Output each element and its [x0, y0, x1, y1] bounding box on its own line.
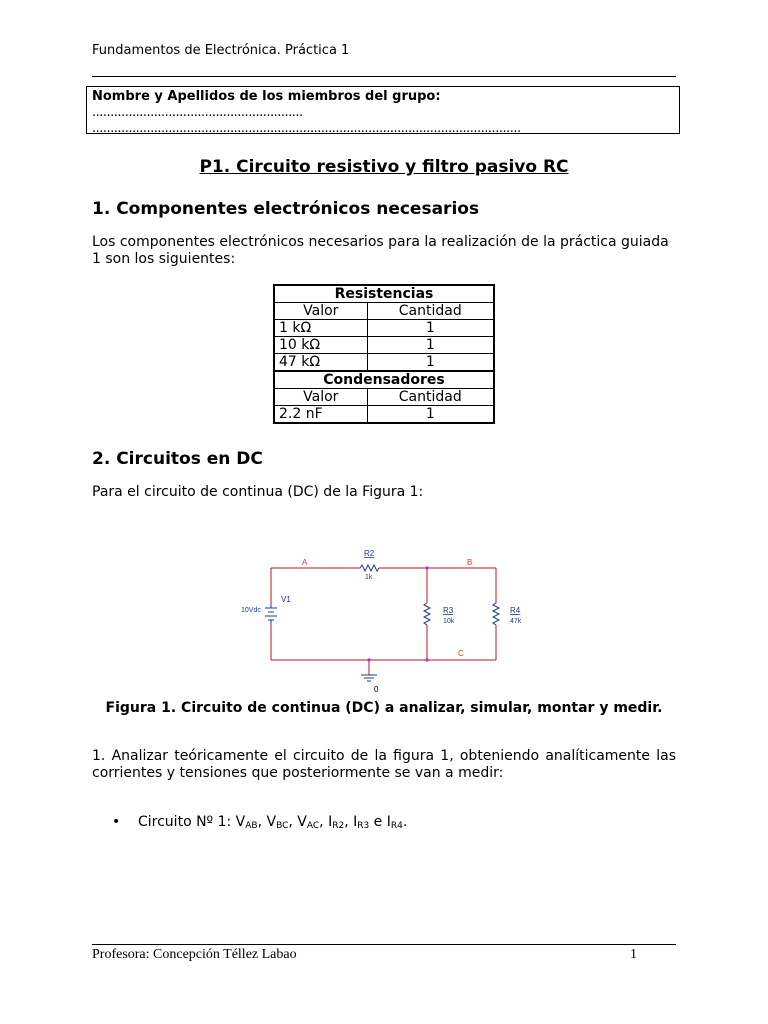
ground-label: 0: [374, 685, 379, 694]
section-1-intro: Los componentes electrónicos necesarios para la realización de la práctica guiada 1 son los siguientes:: [92, 234, 669, 267]
junction-dots: [367, 566, 428, 661]
separator: .: [402, 814, 408, 830]
resistor-quantity: 1: [367, 320, 494, 337]
r4-name-label: R4: [510, 606, 521, 615]
measurement-subscript: R3: [357, 821, 370, 831]
task-1-text: 1. Analizar teóricamente el circuito de la figura 1, obteniendo analíticamente las corrientes y tensiones que posteriormente se van a medir:: [92, 748, 676, 781]
circuit-diagram: [236, 545, 536, 695]
group-members-label: Nombre y Apellidos de los miembros del grupo:: [92, 89, 441, 104]
capacitor-value: 2.2 nF: [274, 406, 367, 424]
table-row: [274, 354, 494, 372]
components-table: [273, 284, 495, 424]
r4-value-label: 47k: [510, 618, 522, 625]
capacitor-quantity: 1: [367, 406, 494, 424]
separator: e: [369, 814, 387, 830]
measurement-subscript: R4: [390, 821, 403, 831]
node-b-label: B: [467, 558, 473, 567]
resistor-quantity: 1: [367, 354, 494, 372]
section-2-intro: Para el circuito de continua (DC) de la Figura 1:: [92, 484, 424, 500]
practice-title: P1. Circuito resistivo y filtro pasivo RC: [199, 157, 569, 177]
footer-author: Profesora: Concepción Téllez Labao: [92, 947, 297, 962]
ground-symbol: [361, 675, 377, 681]
r2-value-label: 1k: [365, 574, 373, 581]
resistor-value: 47 kΩ: [274, 354, 367, 372]
separator: ,: [288, 814, 298, 830]
measurement-symbol: I: [328, 814, 333, 830]
node-c-label: C: [458, 649, 464, 658]
measurement-subscript: BC: [276, 821, 289, 831]
figure-caption: Figura 1. Circuito de continua (DC) a analizar, simular, montar y medir.: [105, 700, 663, 716]
r4-resistor-symbol: [493, 603, 499, 625]
group-members-box: [86, 86, 680, 134]
measurement-symbol: I: [353, 814, 358, 830]
resistor-quantity: 1: [367, 337, 494, 354]
separator: ,: [344, 814, 354, 830]
table-row: [274, 320, 494, 337]
group-members-dots-line-1: ..........................................................: [92, 105, 303, 120]
group-members-dots-line-2: ......................................................................................................................: [92, 121, 521, 136]
col-cantidad-header: Cantidad: [367, 389, 494, 406]
section-2-heading: 2. Circuitos en DC: [92, 449, 263, 469]
separator: ,: [319, 814, 329, 830]
bullet-lead: Circuito Nº 1:: [138, 814, 236, 830]
r3-value-label: 10k: [443, 618, 455, 625]
v1-value-label: 10Vdc: [241, 607, 261, 614]
table-row: [274, 337, 494, 354]
measurement-subscript: AC: [306, 821, 320, 831]
r3-name-label: R3: [443, 606, 454, 615]
v1-name-label: V1: [281, 595, 291, 604]
footer-divider: [92, 944, 676, 945]
resistor-value: 1 kΩ: [274, 320, 367, 337]
measurement-symbol: I: [386, 814, 391, 830]
section-1-heading: 1. Componentes electrónicos necesarios: [92, 199, 480, 219]
table-row: [274, 406, 494, 424]
r2-name-label: R2: [364, 549, 375, 558]
condensadores-header: Condensadores: [274, 371, 494, 389]
bullet-dot: •: [112, 814, 121, 830]
measurement-symbol: V: [235, 814, 246, 830]
page-header: Fundamentos de Electrónica. Práctica 1: [92, 43, 350, 58]
v1-battery-symbol: [265, 603, 277, 625]
circuit-wires: [271, 568, 496, 675]
col-valor-header: Valor: [274, 303, 367, 320]
measurement-subscript: AB: [245, 821, 258, 831]
col-valor-header: Valor: [274, 389, 367, 406]
measurement-subscript: R2: [332, 821, 345, 831]
resistor-value: 10 kΩ: [274, 337, 367, 354]
col-cantidad-header: Cantidad: [367, 303, 494, 320]
separator: ,: [257, 814, 267, 830]
page-number: 1: [630, 947, 637, 962]
bullet-measurements: [138, 814, 407, 831]
measurement-symbol: V: [297, 814, 307, 830]
resistencias-header: Resistencias: [274, 285, 494, 303]
r3-resistor-symbol: [424, 603, 430, 625]
r2-resistor-symbol: [360, 565, 379, 571]
header-divider: [92, 76, 676, 77]
node-a-label: A: [302, 558, 308, 567]
measurement-symbol: V: [266, 814, 277, 830]
